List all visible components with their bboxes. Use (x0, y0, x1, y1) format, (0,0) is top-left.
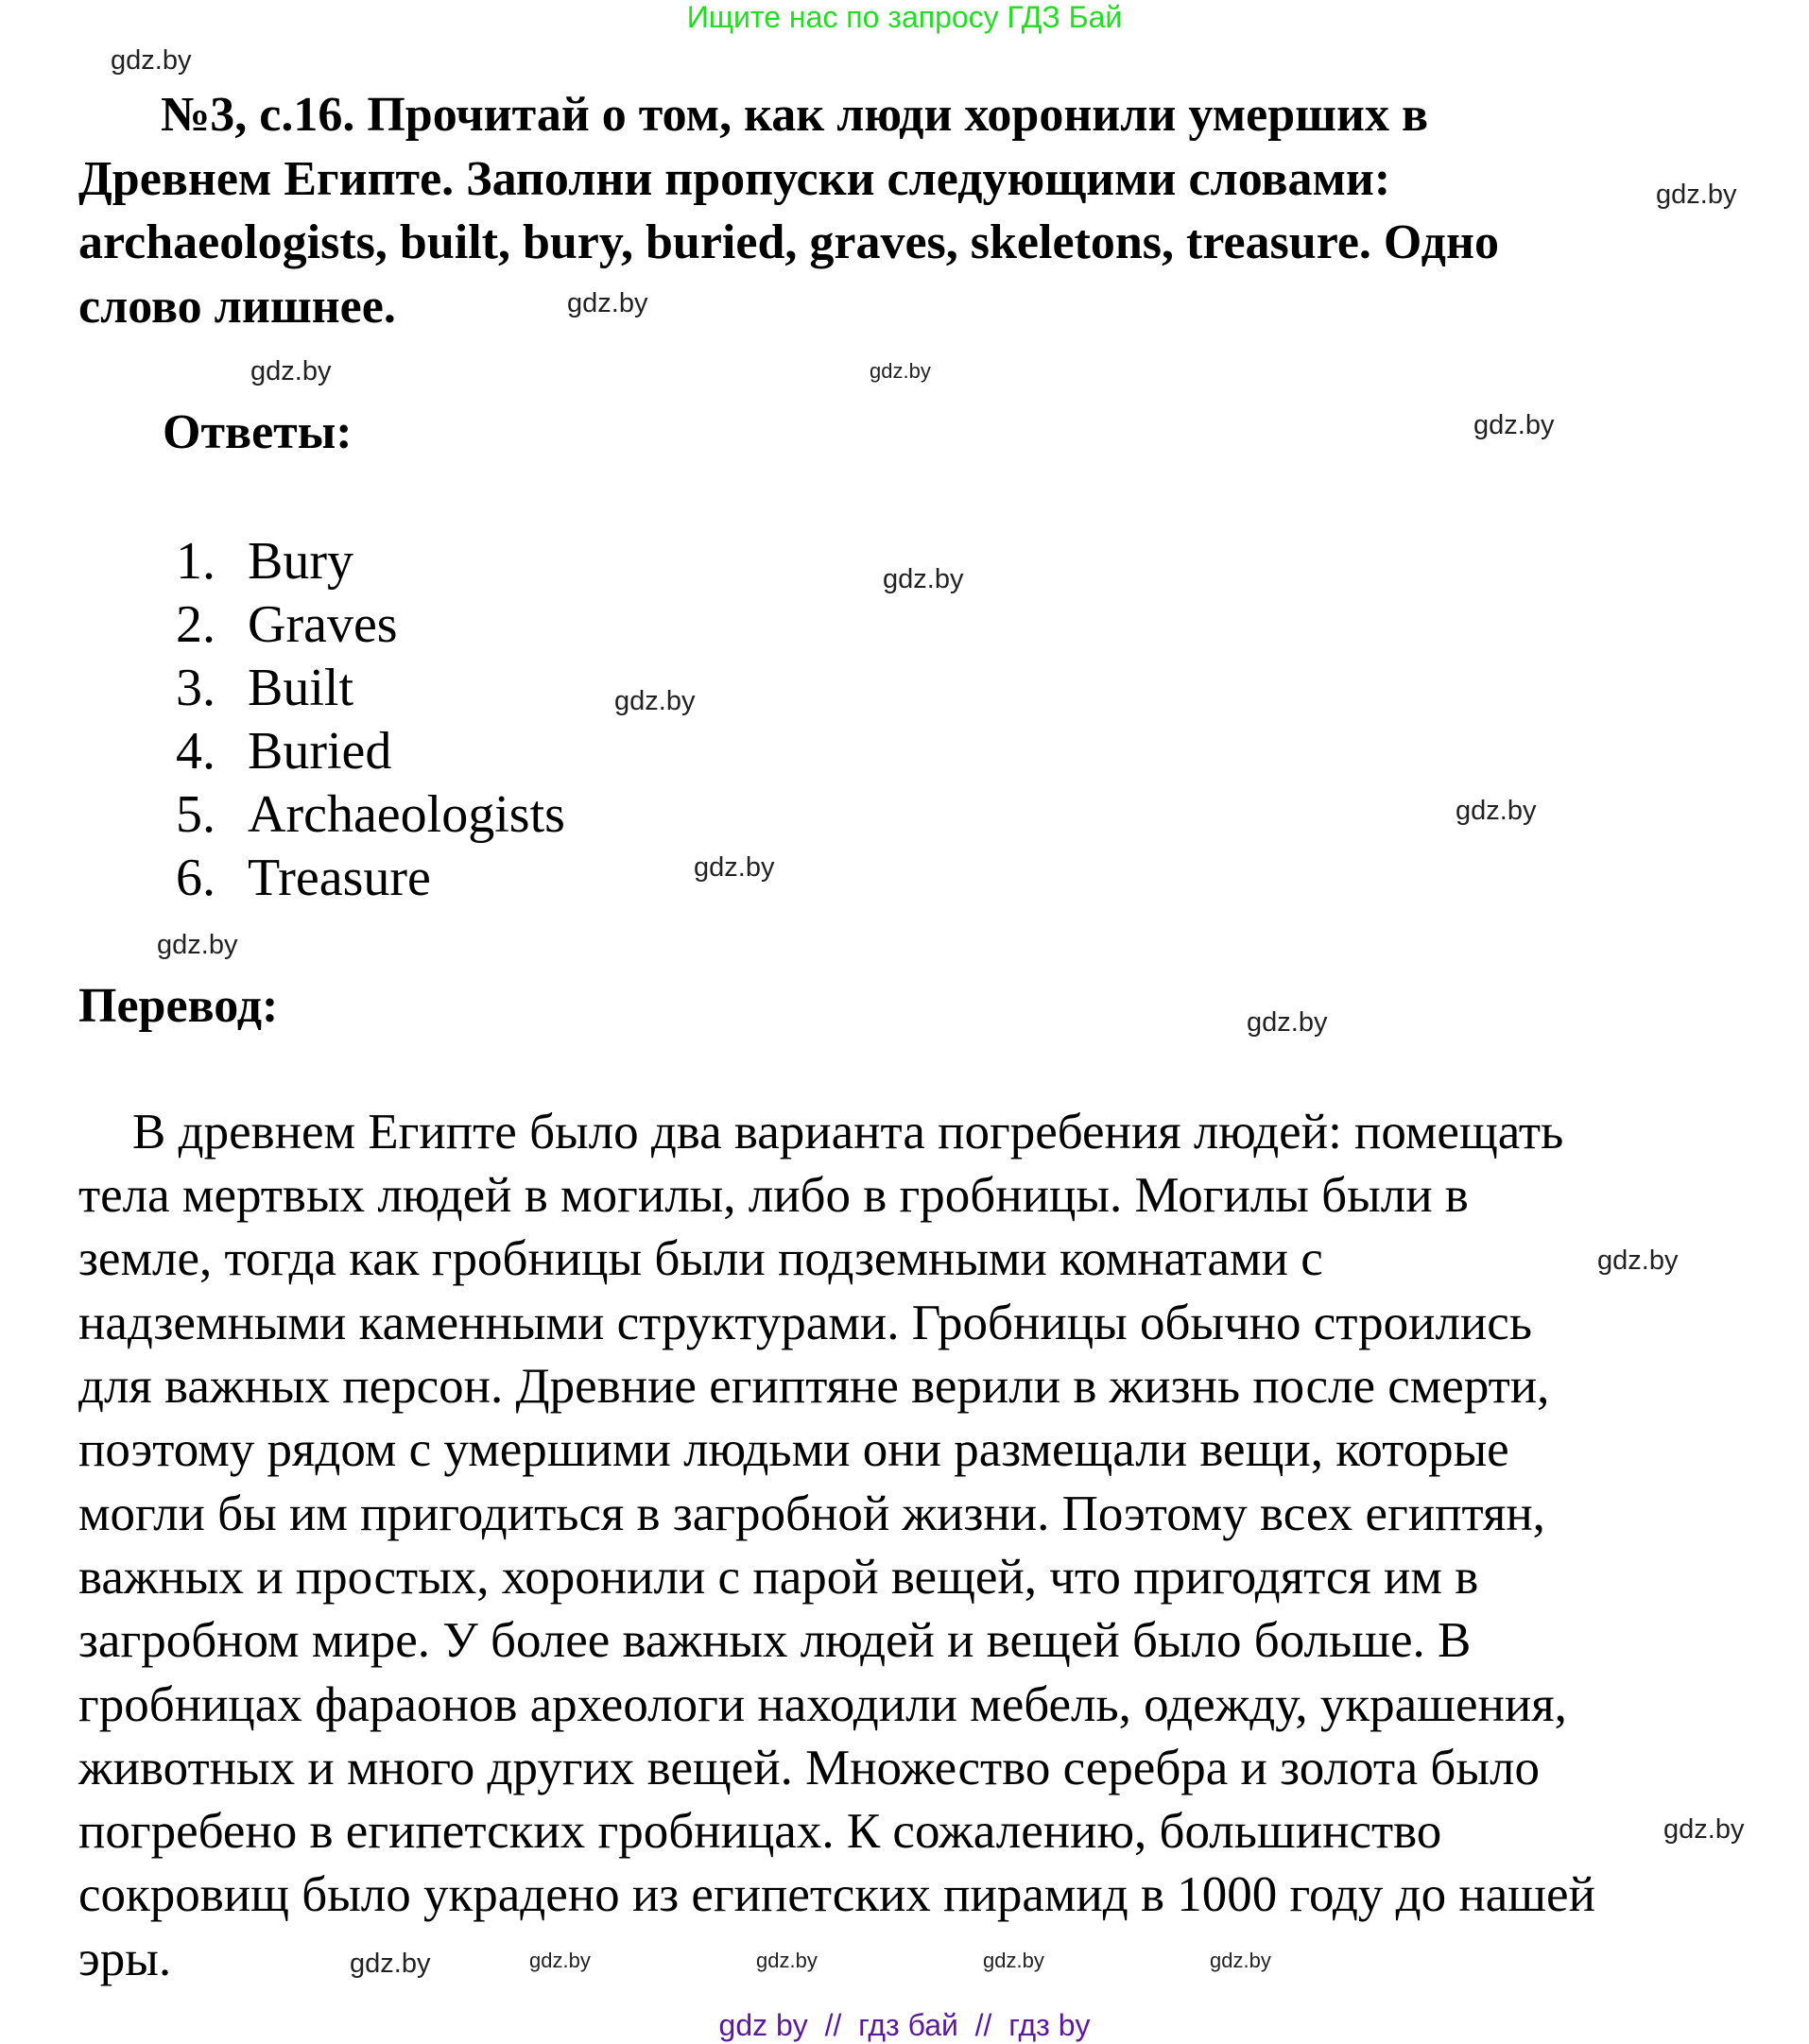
watermark: gdz.by (250, 356, 332, 386)
footer-links[interactable]: gdz by // гдз бай // гдз by (718, 2008, 1091, 2042)
item-text: Graves (248, 595, 398, 654)
item-text: Buried (248, 722, 392, 781)
item-number: 5. (176, 785, 215, 844)
list-item (176, 785, 565, 844)
watermark: gdz.by (350, 1949, 431, 1979)
paragraph-line: животных и много других вещей. Множество серебра и золота было (78, 1741, 1540, 1795)
list-item (176, 595, 398, 654)
watermark: gdz.by (1247, 1007, 1328, 1038)
watermark: gdz.by (883, 564, 964, 594)
paragraph-line: важных и простых, хоронили с парой вещей, что пригодятся им в (78, 1550, 1479, 1605)
paragraph-line: поэтому рядом с умершими людьми они размещали вещи, которые (78, 1422, 1509, 1477)
paragraph-line: В древнем Египте было два варианта погребения людей: помещать (132, 1105, 1564, 1159)
watermark: gdz.by (1210, 1949, 1271, 1972)
item-number: 3. (176, 659, 215, 717)
task-title-line: archaeologists, built, bury, buried, graves, skeletons, treasure. Одно (78, 215, 1499, 269)
paragraph-line: могли бы им пригодиться в загробной жизни. Поэтому всех египтян, (78, 1486, 1545, 1541)
paragraph-line: надземными каменными структурами. Гробницы обычно строились (78, 1296, 1532, 1350)
watermark: gdz.by (529, 1949, 591, 1972)
item-number: 2. (176, 595, 215, 654)
watermark: gdz.by (1597, 1245, 1679, 1276)
item-text: Archaeologists (248, 785, 565, 844)
watermark: gdz.by (111, 45, 192, 76)
watermark: gdz.by (567, 288, 648, 318)
watermark: gdz.by (983, 1949, 1044, 1972)
list-item (176, 722, 391, 781)
paragraph-line: эры. (78, 1932, 172, 1986)
watermark: gdz.by (1656, 180, 1737, 210)
paragraph-line: сокровищ было украдено из египетских пирамид в 1000 году до нашей (78, 1867, 1595, 1922)
paragraph-line: гробницах фараонов археологи находили мебель, одежду, украшения, (78, 1677, 1567, 1732)
item-number: 4. (176, 722, 215, 781)
watermark: gdz.by (1456, 796, 1537, 826)
item-text: Built (248, 659, 354, 717)
list-item (176, 532, 353, 591)
watermark: gdz.by (614, 686, 696, 716)
item-number: 1. (176, 532, 215, 591)
watermark: gdz.by (694, 852, 775, 883)
search-banner: Ищите нас по запросу ГДЗ Бай (686, 0, 1123, 34)
watermark: gdz.by (157, 930, 238, 960)
task-title-line: Древнем Египте. Заполни пропуски следующими словами: (78, 152, 1391, 206)
item-text: Treasure (248, 849, 431, 907)
paragraph-line: тела мертвых людей в могилы, либо в гробницы. Могилы были в (78, 1168, 1469, 1223)
item-text: Bury (248, 532, 353, 591)
task-title-line: №3, с.16. Прочитай о том, как люди хоронили умерших в (161, 88, 1429, 142)
paragraph-line: погребено в египетских гробницах. К сожалению, большинство (78, 1804, 1442, 1859)
watermark: gdz.by (870, 359, 931, 383)
watermark: gdz.by (756, 1949, 818, 1972)
paragraph-line: загробном мире. У более важных людей и вещей было больше. В (78, 1613, 1472, 1668)
list-item (176, 659, 353, 717)
paragraph-line: земле, тогда как гробницы были подземными комнатами с (78, 1231, 1323, 1286)
task-title-line: слово лишнее. (78, 280, 396, 334)
translation-heading: Перевод: (78, 979, 279, 1033)
watermark: gdz.by (1473, 410, 1555, 440)
watermark: gdz.by (1663, 1814, 1745, 1845)
item-number: 6. (176, 849, 215, 907)
answers-heading: Ответы: (163, 405, 353, 459)
list-item (176, 849, 431, 907)
paragraph-line: для важных персон. Древние египтяне верили в жизнь после смерти, (78, 1359, 1550, 1414)
